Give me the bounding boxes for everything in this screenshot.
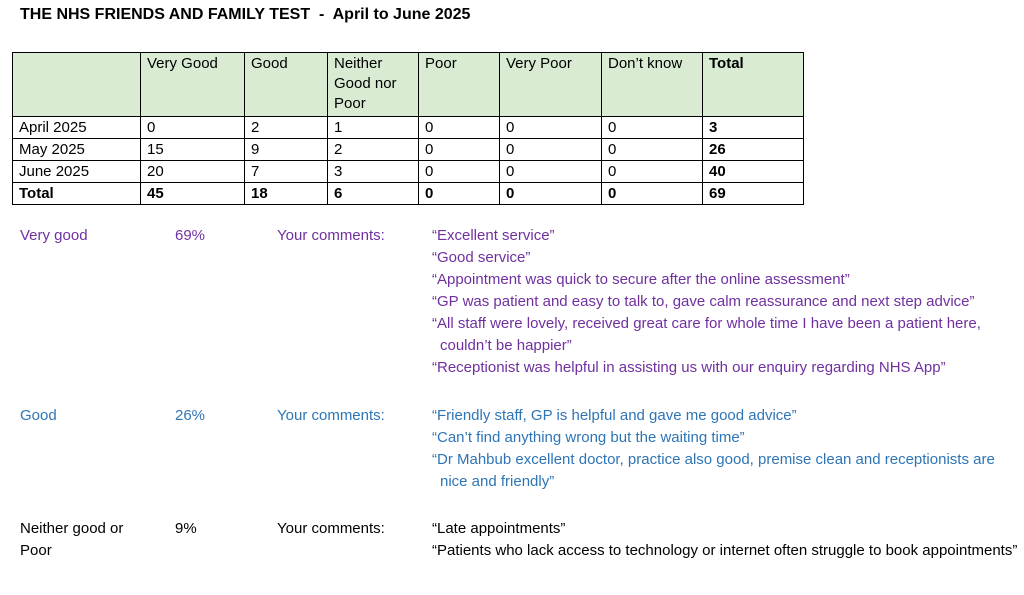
header-very-good: Very Good [141, 53, 245, 117]
header-very-poor: Very Poor [500, 53, 602, 117]
header-dont-know: Don’t know [602, 53, 703, 117]
header-neither-text: Neither Good nor Poor [334, 55, 397, 112]
comment-item: “Good service” [432, 249, 531, 266]
row-label: June 2025 [13, 161, 141, 183]
row-label: April 2025 [13, 117, 141, 139]
table-row [13, 117, 804, 139]
comments-label: Your comments: [277, 227, 385, 244]
comment-item: “Late appointments” [432, 520, 566, 537]
comments-list [432, 225, 1022, 379]
rating-label: Very good [20, 227, 88, 244]
cell-very-good: 0 [141, 117, 245, 139]
table-row [13, 139, 804, 161]
comment-item: “Friendly staff, GP is helpful and gave me good advice” [432, 407, 797, 424]
feedback-table [12, 52, 804, 205]
page-title: THE NHS FRIENDS AND FAMILY TEST - April to June 2025 [20, 6, 471, 23]
header-poor: Poor [419, 53, 500, 117]
comment-item: “Receptionist was helpful in assisting us with our enquiry regarding NHS App” [432, 359, 946, 376]
cell-neither: 6 [328, 183, 419, 205]
table-total-row [13, 183, 804, 205]
header-total: Total [703, 53, 804, 117]
rating-percent: 26% [175, 407, 206, 424]
cell-neither: 3 [328, 161, 419, 183]
cell-good: 18 [245, 183, 328, 205]
rating-label: Neither good or Poor [20, 520, 124, 559]
comment-item: “Excellent service” [432, 227, 555, 244]
cell-poor: 0 [419, 139, 500, 161]
cell-good: 2 [245, 117, 328, 139]
row-label: May 2025 [13, 139, 141, 161]
comments-label: Your comments: [277, 520, 385, 537]
cell-total: 3 [703, 117, 804, 139]
cell-very-poor: 0 [500, 139, 602, 161]
comments-list [432, 518, 1022, 562]
cell-dont-know: 0 [602, 161, 703, 183]
row-label: Total [13, 183, 141, 205]
header-neither [328, 53, 419, 117]
cell-neither: 1 [328, 117, 419, 139]
cell-very-good: 15 [141, 139, 245, 161]
header-good: Good [245, 53, 328, 117]
rating-percent: 9% [175, 520, 197, 537]
cell-very-poor: 0 [500, 161, 602, 183]
comment-item: “Can’t find anything wrong but the waiting time” [432, 429, 745, 446]
comments-list [432, 405, 1022, 493]
comment-item: “Appointment was quick to secure after the online assessment” [432, 271, 850, 288]
cell-poor: 0 [419, 183, 500, 205]
cell-very-poor: 0 [500, 117, 602, 139]
cell-very-good: 45 [141, 183, 245, 205]
rating-percent: 69% [175, 227, 206, 244]
cell-total: 40 [703, 161, 804, 183]
cell-very-good: 20 [141, 161, 245, 183]
table-row [13, 161, 804, 183]
cell-very-poor: 0 [500, 183, 602, 205]
cell-poor: 0 [419, 117, 500, 139]
header-cell-blank [13, 53, 141, 117]
cell-dont-know: 0 [602, 139, 703, 161]
cell-dont-know: 0 [602, 183, 703, 205]
cell-neither: 2 [328, 139, 419, 161]
rating-label: Good [20, 407, 57, 424]
cell-dont-know: 0 [602, 117, 703, 139]
cell-good: 9 [245, 139, 328, 161]
cell-total: 69 [703, 183, 804, 205]
cell-total: 26 [703, 139, 804, 161]
cell-poor: 0 [419, 161, 500, 183]
comment-item: “All staff were lovely, received great care for whole time I have been a patient here, couldn’t be happier” [432, 315, 981, 354]
comments-label: Your comments: [277, 407, 385, 424]
cell-good: 7 [245, 161, 328, 183]
comment-item: “Dr Mahbub excellent doctor, practice also good, premise clean and receptionists are nice and friendly” [432, 451, 995, 490]
table-header-row [13, 53, 804, 117]
comment-item: “Patients who lack access to technology or internet often struggle to book appointments” [432, 542, 1018, 559]
comment-item: “GP was patient and easy to talk to, gave calm reassurance and next step advice” [432, 293, 975, 310]
